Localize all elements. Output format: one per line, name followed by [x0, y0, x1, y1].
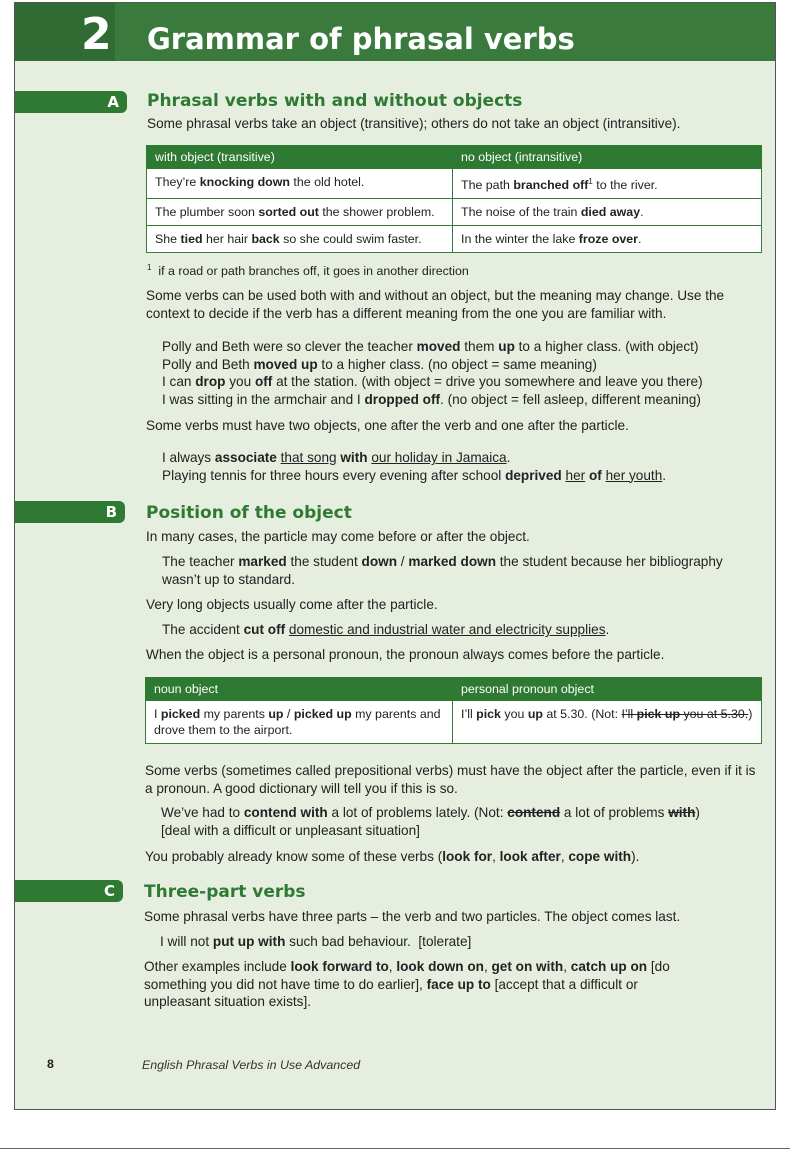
table-header-cell: personal pronoun object [453, 678, 762, 701]
paragraph: When the object is a personal pronoun, the pronoun always comes before the particle. [146, 647, 665, 662]
unit-header [15, 3, 776, 61]
paragraph: Some verbs must have two objects, one after the verb and one after the particle. [146, 418, 629, 433]
table-row [147, 169, 762, 199]
paragraph: Some phrasal verbs take an object (transitive); others do not take an object (intransitive). [147, 116, 681, 131]
examples-block: Polly and Beth were so clever the teacher moved them up to a higher class. (with object) Polly and Beth moved up to a higher class. (no object = same meaning) I can drop you off at the station. (with object = drive you somewhere and leave you there) I was sitting in the armchair and I dropped off. (no object = fell asleep, different meaning) [162, 339, 703, 407]
table-cell: In the winter the lake froze over. [453, 226, 762, 253]
table-cell: The path branched off$^1$ to the river. [453, 169, 762, 199]
table-cell: I’ll pick you up at 5.30. (Not: I’ll pick up you at 5.30.) [453, 701, 762, 744]
example: I will not put up with such bad behaviour. [tolerate] [160, 934, 472, 949]
paragraph: You probably already know some of these verbs (look for, look after, cope with). [145, 849, 640, 864]
book-title: English Phrasal Verbs in Use Advanced [142, 1058, 361, 1072]
paragraph: In many cases, the particle may come before or after the object. [146, 529, 530, 544]
section-a-tab [15, 91, 127, 113]
paragraph: Other examples include look forward to, look down on, get on with, catch up on [do something you did not have time to do earlier], face up to [accept that a difficult or unpleasant situation exists]. [144, 959, 670, 1009]
section-c-letter: C [103, 882, 115, 900]
object-position-table [145, 677, 762, 744]
table-header-cell: noun object [146, 678, 453, 701]
paragraph: Some verbs can be used both with and without an object, but the meaning may change. Use the context to decide if the verb has a different meaning from the one you are familiar with. [146, 288, 725, 321]
unit-title: Grammar of phrasal verbs [147, 22, 575, 56]
page-number: 8 [47, 1057, 54, 1071]
footnote-marker: 1 [147, 263, 152, 272]
example: The accident cut off domestic and industrial water and electricity supplies. [162, 622, 610, 637]
section-c-tab [15, 880, 123, 902]
paragraph: Very long objects usually come after the particle. [146, 597, 438, 612]
table-header-row [146, 678, 762, 701]
table-cell: The noise of the train died away. [453, 199, 762, 226]
table-row [146, 701, 762, 744]
table-row [147, 199, 762, 226]
paragraph: Some verbs (sometimes called prepositional verbs) must have the object after the particle, even if it is a pronoun. A good dictionary will tell you if this is so. [145, 763, 756, 796]
section-b-letter: B [105, 503, 117, 521]
examples-block: I always associate that song with our holiday in Jamaica. Playing tennis for three hours every evening after school deprived her of her youth. [162, 450, 667, 483]
section-c-title: Three-part verbs [144, 882, 306, 902]
example: The teacher marked the student down / marked down the student because her bibliography wasn’t up to standard. [162, 554, 723, 587]
section-a-title: Phrasal verbs with and without objects [147, 91, 523, 111]
example: We’ve had to contend with a lot of problems lately. (Not: contend a lot of problems with) [deal with a difficult or unpleasant situation] [161, 805, 700, 838]
paragraph: Some phrasal verbs have three parts – the verb and two particles. The object comes last. [144, 909, 681, 924]
table-cell: I picked my parents up / picked up my parents and drove them to the airport. [146, 701, 453, 744]
table-cell: They’re knocking down the old hotel. [147, 169, 453, 199]
table-cell: She tied her hair back so she could swim faster. [147, 226, 453, 253]
next-page-edge [0, 1148, 790, 1152]
textbook-page [14, 2, 776, 1110]
section-b-tab [15, 501, 125, 523]
table-header-cell: no object (intransitive) [453, 146, 762, 169]
unit-number: 2 [81, 9, 112, 60]
footnote-text: if a road or path branches off, it goes in another direction [158, 264, 469, 279]
table-header-cell: with object (transitive) [147, 146, 453, 169]
section-b-title: Position of the object [146, 503, 352, 523]
table-cell: The plumber soon sorted out the shower problem. [147, 199, 453, 226]
section-a-letter: A [107, 93, 119, 111]
footnote [147, 263, 469, 278]
table-row [147, 226, 762, 253]
transitivity-table [146, 145, 762, 253]
table-header-row [147, 146, 762, 169]
